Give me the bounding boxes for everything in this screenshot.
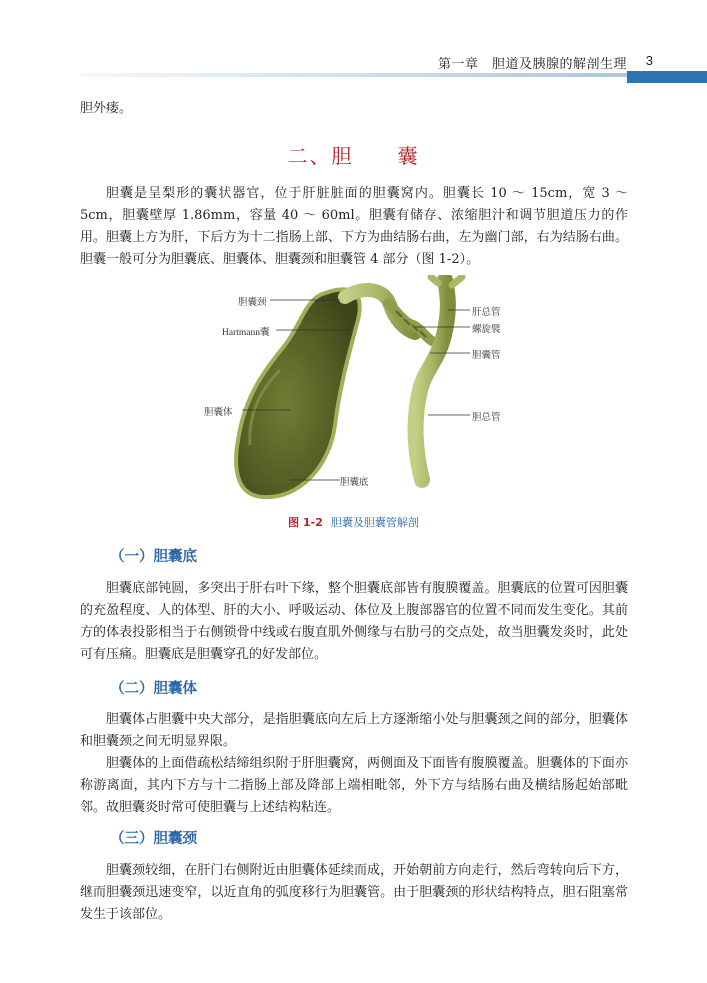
label-neck: 胆囊颈 [238,298,267,308]
header-tab [627,71,707,83]
paragraph-2: 胆囊上方为肝，下后方为十二指肠上部、下方为曲结肠右曲，左为幽门部，右为结肠右曲。胆囊一般可分为胆囊底、胆囊体、胆囊颈和胆囊管 4 部分（图 1-2）。 [80,230,628,267]
caption-number: 图 1-2 [288,516,323,529]
subsection-title-fundus: （一）胆囊底 [110,549,197,565]
figure-caption [0,514,707,530]
gallbladder-figure [200,275,520,500]
page-number: 3 [645,53,653,68]
subsection-title-neck: （三）胆囊颈 [110,831,197,847]
caption-text: 胆囊及胆囊管解剖 [330,516,419,529]
label-common-bile-duct: 胆总管 [472,413,501,423]
label-spiral-valve: 螺旋襞 [472,325,501,335]
label-hepatic-duct: 肝总管 [472,308,501,318]
header-rule [80,73,627,77]
subsection-title-body: （二）胆囊体 [110,681,197,697]
intro-text: 胆外瘘。 [80,101,133,116]
label-body: 胆囊体 [204,408,233,418]
subsection-text-body-2: 胆囊体的上面借疏松结缔组织附于肝胆囊窝，两侧面及下面皆有腹膜覆盖。胆囊体的下面亦称游离面，其内下方与十二指肠上部及降部上端相毗邻，外下方与结肠右曲及横结肠起始部毗邻。故胆囊炎时常可使胆囊与上述结构粘连。 [80,756,628,815]
label-fundus: 胆囊底 [340,478,369,488]
chapter-title: 第一章 胆道及胰腺的解剖生理 [437,57,627,72]
section-title: 二、胆 囊 [287,144,420,168]
label-cystic-duct: 胆囊管 [472,351,501,361]
paragraph-1: 胆囊是呈梨形的囊状器官，位于肝脏脏面的胆囊窝内。胆囊长 10 ～ 15cm，宽 3 ～ 5cm，胆囊壁厚 1.86mm，容量 40 ～ 60ml。胆囊有储存、浓缩胆汁和调节胆道压力的作用。 [80,186,628,245]
subsection-text-neck: 胆囊颈较细，在肝门右侧附近由胆囊体延续而成，开始朝前方向走行，然后弯转向后下方，继而胆囊颈迅速变窄，以近直角的弧度移行为胆囊管。由于胆囊颈的形状结构特点，胆石阻塞常发生于该部位。 [80,863,628,922]
subsection-text-body: 胆囊体占胆囊中央大部分，是指胆囊底向左后上方逐渐缩小处与胆囊颈之间的部分，胆囊体和胆囊颈之间无明显界限。 [80,712,628,749]
subsection-text-fundus: 胆囊底部钝圆，多突出于肝右叶下缘，整个胆囊底部皆有腹膜覆盖。胆囊底的位置可因胆囊的充盈程度、人的体型、肝的大小、呼吸运动、体位及上腹部器官的位置不同而发生变化。其前方的体表投影相当于右侧锁骨中线或右腹直肌外侧缘与右肋弓的交点处，故当胆囊发炎时，此处可有压痛。胆囊底是胆囊穿孔的好发部位。 [80,581,628,662]
label-hartmann: Hartmann囊 [222,328,270,338]
